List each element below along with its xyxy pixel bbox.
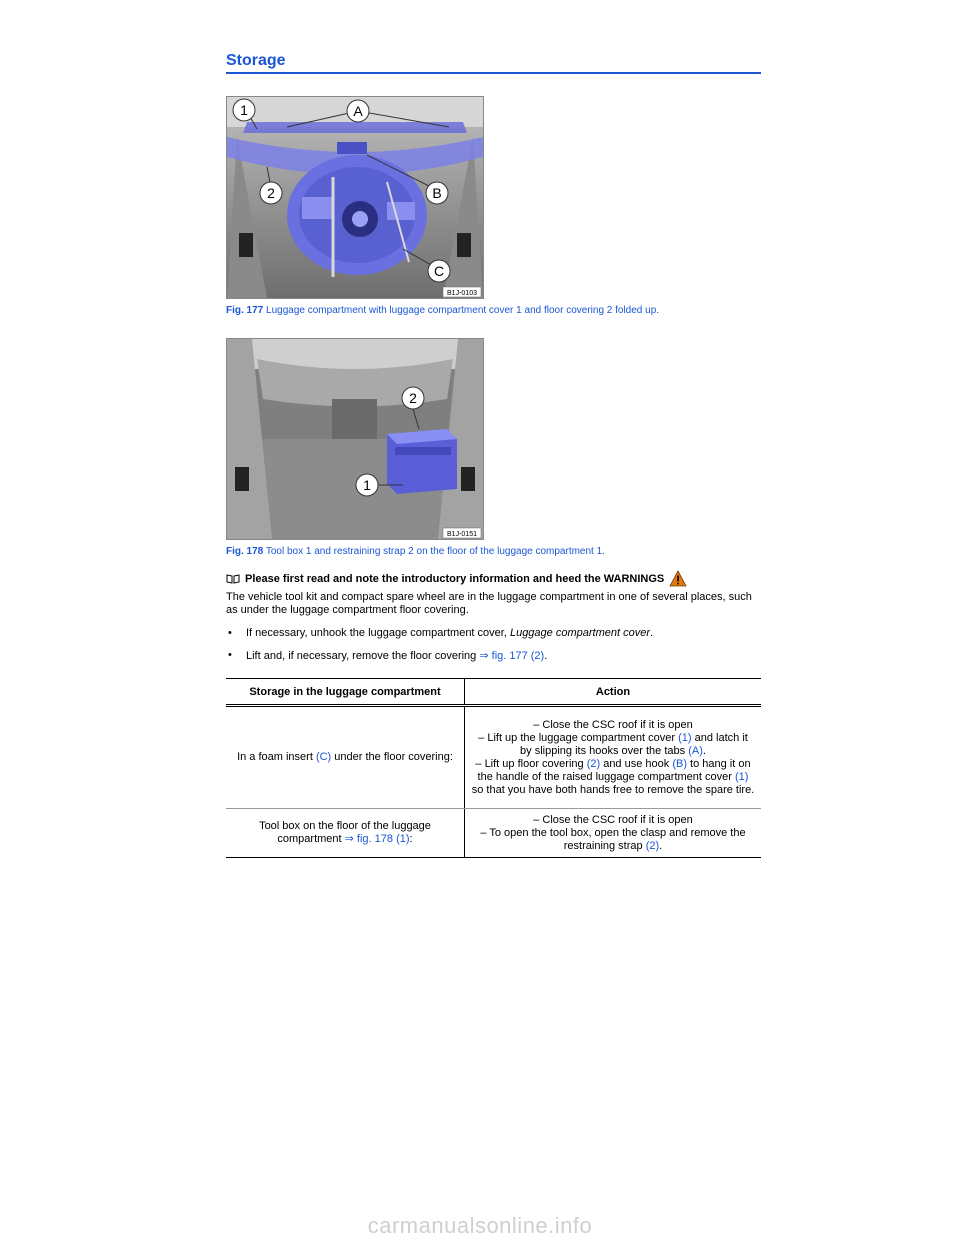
figure-ref-link[interactable]: (1) (678, 731, 692, 744)
step-text: to hang it on the handle of the raised luggage compartment cover (477, 757, 751, 783)
caption-text: Luggage compartment with luggage compartment cover 1 and floor covering 2 folded up. (266, 305, 660, 316)
book-icon (226, 574, 240, 584)
body-paragraph: The vehicle tool kit and compact spare wheel are in the luggage compartment in one of several places, such as under the luggage compartment floor covering. (226, 591, 752, 616)
callout-a: A (353, 103, 363, 119)
figure-178-caption (226, 546, 605, 557)
callout-2: 2 (267, 185, 275, 201)
action-cell (465, 706, 762, 809)
storage-cell (226, 809, 465, 858)
step-text: – Lift up floor covering (475, 757, 587, 770)
table-header-row (226, 679, 761, 706)
bullet-item (226, 627, 653, 639)
bullet-suffix: . (544, 650, 548, 662)
bullet-suffix: . (649, 627, 654, 639)
step-text: and latch it by slipping its hooks over the tabs (520, 731, 748, 757)
cell-text: Tool box on the floor of the luggage compartment (259, 820, 431, 845)
action-step (471, 732, 755, 758)
bullet-item (226, 649, 547, 662)
figure-code: B1J-0151 (447, 531, 477, 538)
title-divider (226, 72, 761, 74)
figure-ref-link[interactable]: (1) (734, 770, 749, 783)
figure-177-image (226, 96, 484, 299)
step-text: so that you have both hands free to remove the spare tire. (471, 783, 755, 796)
storage-cell (226, 706, 465, 809)
figure-ref-link[interactable]: (2) (586, 757, 601, 770)
action-cell (465, 809, 762, 858)
step-text: and use hook (600, 757, 673, 770)
callout-c: C (433, 263, 445, 279)
figure-ref-link[interactable]: (2) (645, 839, 660, 852)
table-row (226, 809, 761, 858)
intro-text: Please first read and note the introductory information and heed the WARNINGS (245, 572, 665, 585)
cell-text: In a foam insert (237, 751, 316, 763)
action-step: – Close the CSC roof if it is open (533, 813, 693, 826)
intro-line (226, 570, 687, 587)
figure-177-caption (226, 305, 659, 316)
cell-text: under the floor covering: (331, 751, 453, 763)
bullet-dot: • (228, 627, 232, 639)
action-step (471, 758, 755, 797)
step-text: – To open the tool box, open the clasp and remove the restraining strap (480, 826, 746, 852)
callout-1: 1 (240, 102, 248, 118)
cell-text: : (409, 833, 413, 845)
figure-ref-link[interactable]: (A) (688, 744, 703, 757)
table-row (226, 706, 761, 809)
action-step: – Close the CSC roof if it is open (533, 718, 693, 731)
caption-number: Fig. 178 (226, 546, 264, 557)
watermark: carmanualsonline.info (367, 1213, 593, 1238)
callout-2: 2 (409, 390, 417, 406)
caption-text: Tool box 1 and restraining strap 2 on the floor of the luggage compartment 1. (265, 546, 605, 557)
warning-icon[interactable] (669, 570, 687, 587)
figure-link[interactable]: ⇒ fig. 177 (2) (479, 650, 545, 662)
bullet-dot: • (228, 649, 232, 661)
bullet-text: If necessary, unhook the luggage compartment cover, (246, 627, 510, 639)
step-text: – Lift up the luggage compartment cover (478, 731, 679, 744)
callout-1: 1 (363, 477, 371, 493)
figure-code: B1J-0103 (447, 290, 477, 297)
bullet-reference: Luggage compartment cover (509, 627, 650, 639)
caption-number: Fig. 177 (226, 305, 264, 316)
figure-ref-link[interactable]: (B) (672, 757, 687, 770)
step-text: . (702, 744, 706, 757)
storage-table (226, 678, 761, 858)
action-step (471, 827, 755, 853)
bullet-text: Lift and, if necessary, remove the floor covering (246, 650, 480, 662)
column-header: Storage in the luggage compartment (226, 679, 465, 706)
column-header: Action (465, 679, 762, 706)
callout-b: B (432, 185, 442, 201)
figure-ref-link[interactable]: (C) (315, 751, 332, 763)
page-title: Storage (226, 52, 286, 69)
figure-178-image (226, 338, 484, 540)
step-text: . (659, 839, 663, 852)
figure-ref-link[interactable]: ⇒ fig. 178 (1) (344, 833, 410, 845)
